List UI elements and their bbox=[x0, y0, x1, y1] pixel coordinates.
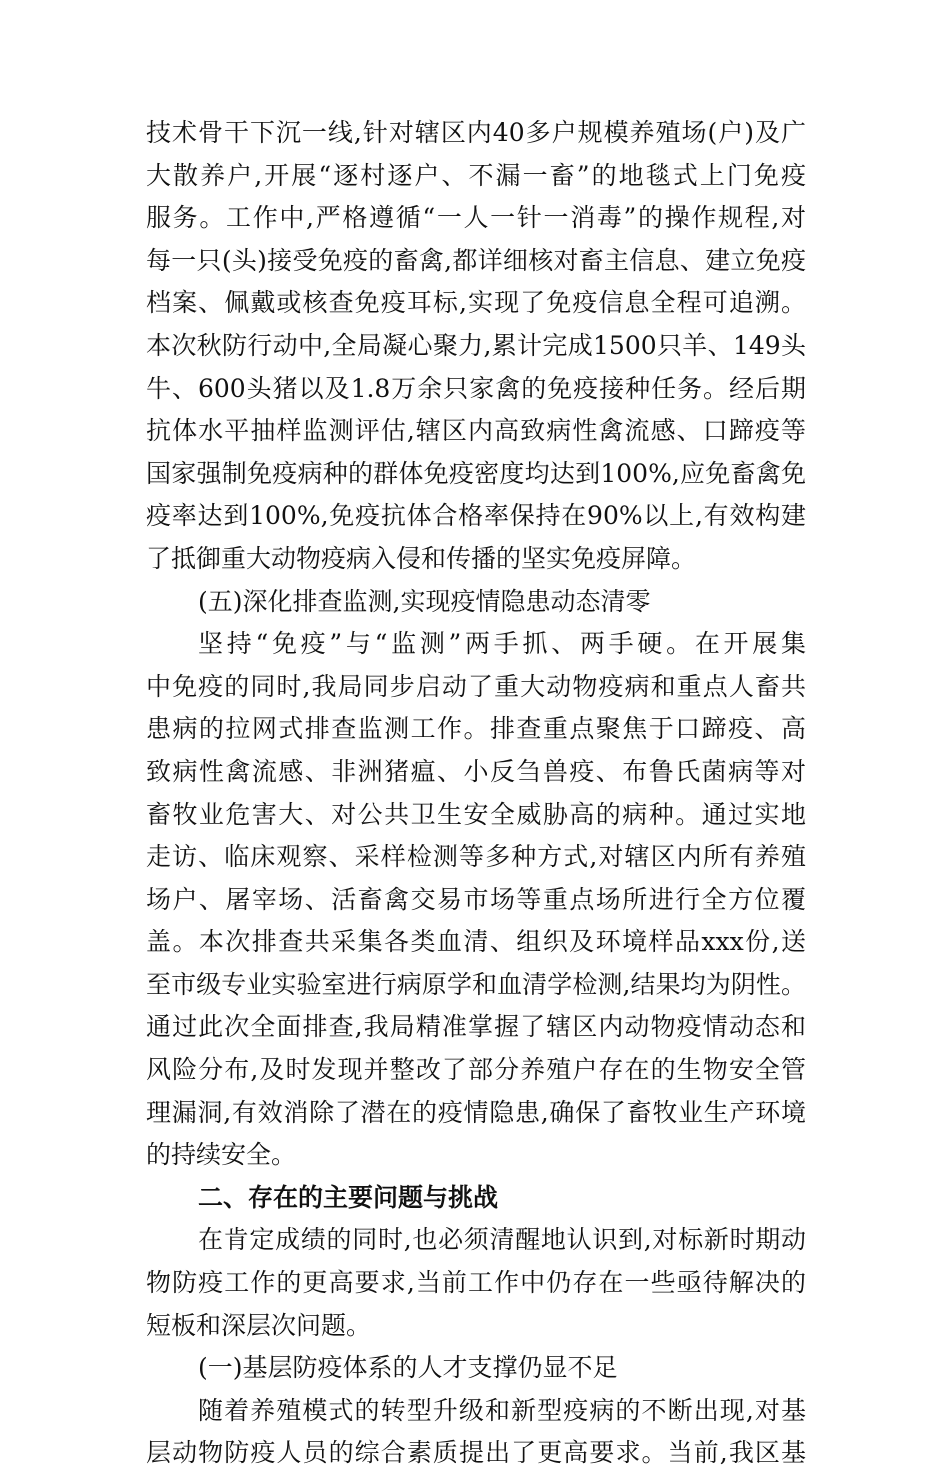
paragraph-line: 牛、600头猪以及1.8万余只家禽的免疫接种任务。经后期 bbox=[146, 373, 806, 403]
paragraph-line: 层动物防疫人员的综合素质提出了更高要求。当前,我区基 bbox=[146, 1438, 806, 1468]
paragraph-last-line: 的持续安全。 bbox=[146, 1140, 297, 1170]
paragraph-line: 疫率达到100%,免疫抗体合格率保持在90%以上,有效构建 bbox=[146, 501, 806, 531]
paragraph-first-line: 随着养殖模式的转型升级和新型疫病的不断出现,对基 bbox=[198, 1395, 806, 1425]
paragraph-line: 畜牧业危害大、对公共卫生安全威胁高的病种。通过实地 bbox=[146, 799, 806, 829]
paragraph-line: 场户、屠宰场、活畜禽交易市场等重点场所进行全方位覆 bbox=[146, 884, 806, 914]
paragraph-line: 国家强制免疫病种的群体免疫密度均达到100%,应免畜禽免 bbox=[146, 458, 806, 488]
paragraph-line: 中免疫的同时,我局同步启动了重大动物疫病和重点人畜共 bbox=[146, 671, 806, 701]
paragraph-line: 技术骨干下沉一线,针对辖区内40多户规模养殖场(户)及广 bbox=[146, 118, 806, 147]
paragraph-line: 致病性禽流感、非洲猪瘟、小反刍兽疫、布鲁氏菌病等对 bbox=[146, 756, 806, 786]
paragraph-line: 大散养户,开展“逐村逐户、不漏一畜”的地毯式上门免疫 bbox=[146, 160, 806, 190]
paragraph-line: 理漏洞,有效消除了潜在的疫情隐患,确保了畜牧业生产环境 bbox=[146, 1097, 806, 1127]
section-heading: 二、存在的主要问题与挑战 bbox=[198, 1182, 499, 1212]
subsection-heading: (一)基层防疫体系的人才支撑仍显不足 bbox=[198, 1353, 618, 1383]
paragraph-line: 盖。本次排查共采集各类血清、组织及环境样品xxx份,送 bbox=[146, 927, 806, 957]
paragraph-line: 档案、佩戴或核查免疫耳标,实现了免疫信息全程可追溯。 bbox=[146, 288, 806, 318]
paragraph-last-line: 了抵御重大动物疫病入侵和传播的坚实免疫屏障。 bbox=[146, 543, 697, 573]
document-body bbox=[146, 112, 806, 1475]
paragraph-line: 走访、临床观察、采样检测等多种方式,对辖区内所有养殖 bbox=[146, 842, 806, 872]
paragraph-line: 物防疫工作的更高要求,当前工作中仍存在一些亟待解决的 bbox=[146, 1268, 806, 1298]
paragraph-line: 每一只(头)接受免疫的畜禽,都详细核对畜主信息、建立免疫 bbox=[146, 245, 806, 275]
paragraph-first-line: 在肯定成绩的同时,也必须清醒地认识到,对标新时期动 bbox=[198, 1225, 806, 1255]
subsection-heading: (五)深化排查监测,实现疫情隐患动态清零 bbox=[198, 586, 651, 616]
paragraph-line: 抗体水平抽样监测评估,辖区内高致病性禽流感、口蹄疫等 bbox=[146, 416, 806, 446]
paragraph-line: 风险分布,及时发现并整改了部分养殖户存在的生物安全管 bbox=[146, 1055, 806, 1085]
paragraph-line: 患病的拉网式排查监测工作。排查重点聚焦于口蹄疫、高 bbox=[146, 714, 806, 744]
paragraph-line: 本次秋防行动中,全局凝心聚力,累计完成1500只羊、149头 bbox=[146, 330, 806, 360]
paragraph-last-line: 短板和深层次问题。 bbox=[146, 1310, 372, 1340]
paragraph-line: 通过此次全面排查,我局精准掌握了辖区内动物疫情动态和 bbox=[146, 1012, 806, 1042]
paragraph-line: 至市级专业实验室进行病原学和血清学检测,结果均为阴性。 bbox=[146, 969, 806, 999]
paragraph-line: 服务。工作中,严格遵循“一人一针一消毒”的操作规程,对 bbox=[146, 203, 806, 233]
paragraph-first-line: 坚持“免疫”与“监测”两手抓、两手硬。在开展集 bbox=[198, 629, 806, 659]
